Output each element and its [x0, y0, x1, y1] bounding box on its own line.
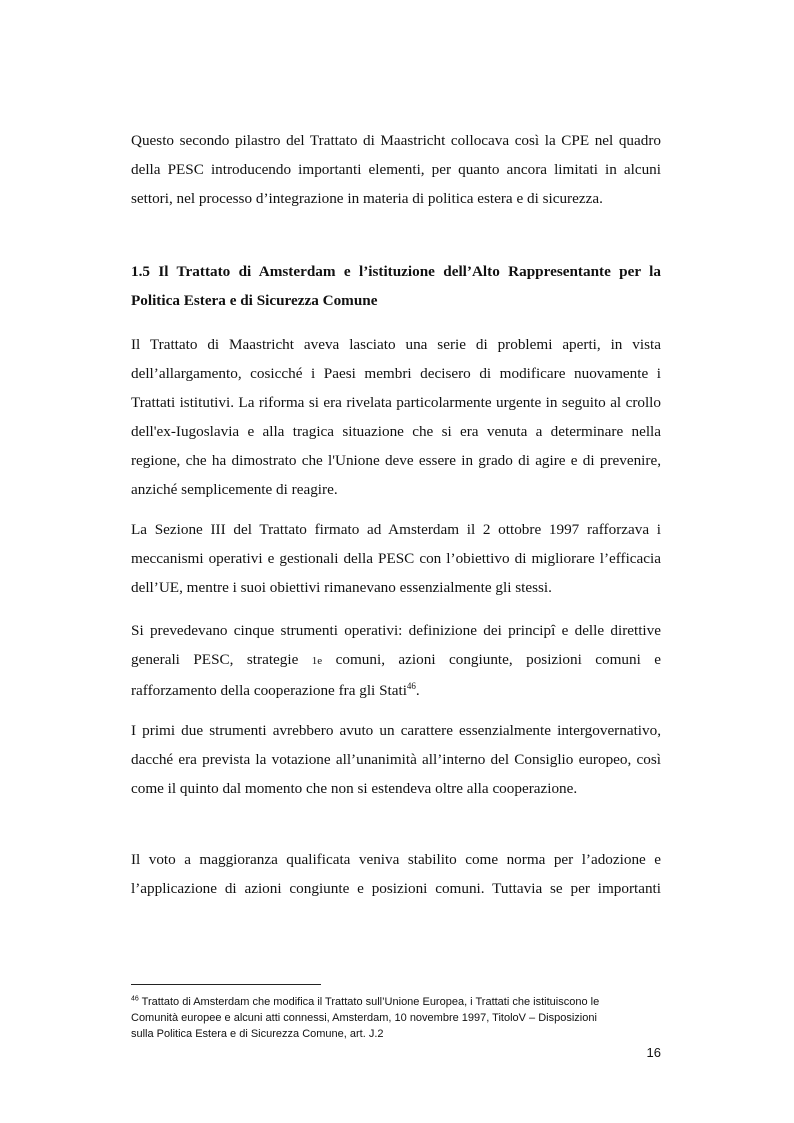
- paragraph-6: Il voto a maggioranza qualificata veniva stabilito come norma per l’adozione e l’applicazione di azioni congiunte e posizioni comuni. Tuttavia se per importanti: [131, 851, 661, 897]
- section-heading: 1.5 Il Trattato di Amsterdam e l’istituzione dell’Alto Rappresentante per la Politica Estera e di Sicurezza Comune: [131, 263, 661, 309]
- paragraph-1: Questo secondo pilastro del Trattato di Maastricht collocava così la CPE nel quadro della PESC introducendo importanti elementi, per quanto ancora limitati in alcuni settori, nel processo d’integrazione in materia di politica estera e di sicurezza.: [131, 132, 661, 207]
- footnote-text: Trattato di Amsterdam che modifica il Trattato sull’Unione Europea, i Trattati che istituiscono le Comunità europee e alcuni atti connessi, Amsterdam, 10 novembre 1997, TitoloV – Disposizioni sulla Politica Estera e di Sicurezza Comune, art. J.2: [131, 996, 600, 1040]
- footnote-number: 46: [131, 995, 139, 1003]
- paragraph-4-text-a: Si prevedevano cinque strumenti operativi: definizione dei principî e delle direttive generali PESC, strategie: [131, 622, 661, 668]
- paragraph-3: La Sezione III del Trattato firmato ad Amsterdam il 2 ottobre 1997 rafforzava i meccanismi operativi e gestionali della PESC con l’obiettivo di migliorare l’efficacia dell’UE, mentre i suoi obiettivi rimanevano essenzialmente gli stessi.: [131, 521, 661, 596]
- footnote-reference[interactable]: 46: [406, 680, 416, 691]
- paragraph-4-text-end: .: [415, 682, 420, 699]
- paragraph-4: [131, 616, 661, 705]
- footnote-divider: [131, 984, 321, 985]
- paragraph-4-text-b: comuni, azioni congiunte, posizioni comuni e rafforzamento della cooperazione fra gli Stati: [131, 651, 661, 699]
- footnote: [131, 994, 601, 1042]
- paragraph-5: I primi due strumenti avrebbero avuto un carattere essenzialmente intergovernativo, dacché era prevista la votazione all’unanimità all’interno del Consiglio europeo, così come il quinto dal momento che non si estendeva oltre alla cooperazione.: [131, 722, 661, 797]
- paragraph-4-inline-tag: 1e: [311, 655, 323, 667]
- paragraph-2: Il Trattato di Maastricht aveva lasciato una serie di problemi aperti, in vista dell’allargamento, cosicché i Paesi membri decisero di modificare nuovamente i Trattati istitutivi. La riforma si era rivelata particolarmente urgente in seguito al crollo dell'ex-Iugoslavia e alla tragica situazione che si era venuta a determinare nella regione, che ha dimostrato che l'Unione deve essere in grado di agire e di prevenire, anziché semplicemente di reagire.: [131, 336, 661, 498]
- page-number: 16: [646, 1045, 661, 1060]
